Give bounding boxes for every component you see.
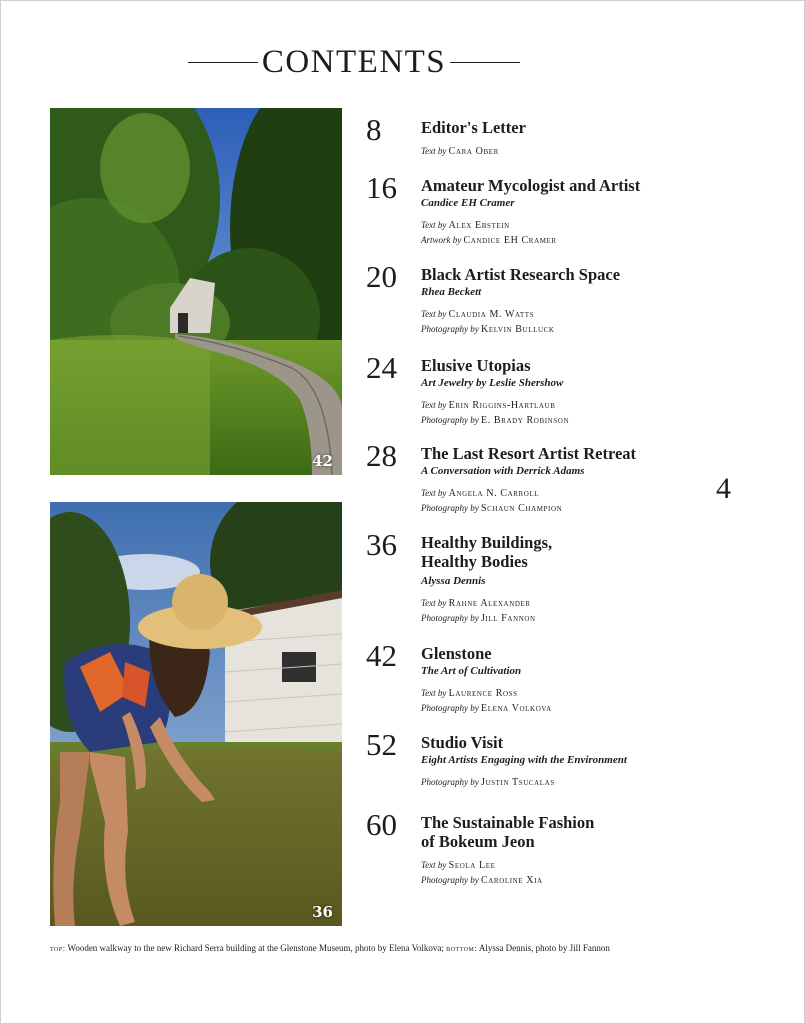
credit-role: Text by	[421, 598, 447, 608]
entry-page-number: 36	[366, 527, 397, 562]
entry-page-number: 60	[366, 807, 397, 842]
credit-name: E. Brady Robinson	[481, 415, 570, 426]
contents-header	[188, 40, 520, 84]
credit-name: Kelvin Bulluck	[481, 324, 555, 335]
credit-role: Photography by	[421, 875, 479, 885]
header-rule-left	[188, 62, 258, 63]
entry-credit	[421, 611, 681, 626]
entry-page-number: 42	[366, 638, 397, 673]
entry-credit	[421, 701, 681, 716]
foraging-image	[50, 502, 342, 926]
entry-title[interactable]: Elusive Utopias	[421, 356, 531, 375]
entry-credit	[421, 413, 681, 428]
photo-caption	[50, 943, 770, 953]
entry-credit	[421, 322, 681, 337]
entry-subtitle: The Art of Cultivation	[421, 665, 522, 677]
credit-name: Cara Ober	[448, 146, 499, 157]
page-title: CONTENTS	[261, 44, 447, 80]
credit-role: Photography by	[421, 415, 479, 425]
credit-name: Jill Fannon	[481, 613, 536, 624]
credit-name: Elena Volkova	[481, 703, 552, 714]
entry-credit	[421, 501, 681, 516]
credit-role: Text by	[421, 146, 447, 156]
credit-role: Text by	[421, 400, 447, 410]
credit-name: Erin Riggins-Hartlaub	[448, 400, 556, 411]
entry-title[interactable]: The Last Resort Artist Retreat	[421, 444, 637, 463]
credit-name: Schaun Champion	[481, 503, 563, 514]
entry-credit	[421, 233, 681, 248]
entry-subtitle: Eight Artists Engaging with the Environment	[421, 754, 627, 766]
credit-role: Photography by	[421, 777, 479, 787]
photo-page-label: 42	[312, 452, 333, 470]
entry-credit	[421, 486, 681, 501]
photo-alyssa-dennis	[50, 502, 342, 926]
credit-name: Justin Tsucalas	[481, 777, 555, 788]
page-folio: 4	[716, 472, 731, 505]
entry-title[interactable]: Studio Visit	[421, 733, 504, 752]
credit-role: Text by	[421, 488, 447, 498]
credit-role: Text by	[421, 860, 447, 870]
credit-role: Photography by	[421, 703, 479, 713]
credit-role: Text by	[421, 309, 447, 319]
entry-title-line-2[interactable]: of Bokeum Jeon	[421, 832, 535, 851]
entry-page-number: 28	[366, 438, 397, 473]
entry-title-line-1[interactable]: Healthy Buildings,	[421, 533, 553, 552]
entry-title-line-1[interactable]: The Sustainable Fashion	[421, 813, 595, 832]
entry-title-line-2[interactable]: Healthy Bodies	[421, 552, 528, 571]
walkway-image	[50, 108, 342, 475]
credit-name: Candice EH Cramer	[463, 235, 557, 246]
entry-credit	[421, 873, 681, 888]
entry-subtitle: Rhea Beckett	[421, 286, 482, 298]
caption-bottom-text: Alyssa Dennis, photo by Jill Fannon	[477, 943, 610, 953]
entry-credit	[421, 686, 681, 701]
entry-credit	[421, 144, 681, 159]
entry-credit	[421, 858, 681, 873]
entry-page-number: 20	[366, 259, 397, 294]
credit-name: Rahne Alexander	[448, 598, 531, 609]
credit-role: Photography by	[421, 324, 479, 334]
credit-name: Claudia M. Watts	[448, 309, 535, 320]
entry-title[interactable]: Glenstone	[421, 644, 492, 663]
entry-subtitle: A Conversation with Derrick Adams	[421, 465, 585, 477]
entry-page-number: 24	[366, 350, 397, 385]
credit-role: Text by	[421, 688, 447, 698]
entry-title[interactable]: Black Artist Research Space	[421, 265, 621, 284]
caption-top-label: top:	[50, 944, 66, 953]
credit-role: Artwork by	[421, 235, 462, 245]
credit-role: Photography by	[421, 503, 479, 513]
credit-role: Text by	[421, 220, 447, 230]
entry-title[interactable]: Amateur Mycologist and Artist	[421, 176, 641, 195]
photo-walkway	[50, 108, 342, 475]
caption-top-text: Wooden walkway to the new Richard Serra building at the Glenstone Museum, photo by Elena Volkova;	[65, 943, 447, 953]
entry-page-number: 52	[366, 727, 397, 762]
entry-credit	[421, 218, 681, 233]
photo-page-label: 36	[312, 903, 333, 921]
credit-name: Alex Ebstein	[448, 220, 510, 231]
entry-subtitle: Candice EH Cramer	[421, 197, 515, 209]
entry-subtitle: Art Jewelry by Leslie Shershow	[421, 377, 564, 389]
entry-page-number: 16	[366, 170, 397, 205]
credit-name: Seola Lee	[448, 860, 496, 871]
entry-credit	[421, 775, 681, 790]
credit-role: Photography by	[421, 613, 479, 623]
entry-title[interactable]: Editor's Letter	[421, 118, 526, 137]
credit-name: Angela N. Carroll	[448, 488, 540, 499]
entry-credit	[421, 596, 681, 611]
entry-credit	[421, 307, 681, 322]
entry-credit	[421, 398, 681, 413]
entry-subtitle: Alyssa Dennis	[421, 575, 486, 587]
entry-page-number: 8	[366, 112, 382, 147]
credit-name: Caroline Xia	[481, 875, 543, 886]
credit-name: Laurence Ross	[448, 688, 518, 699]
caption-bottom-label: bottom:	[446, 944, 478, 953]
header-rule-right	[450, 62, 520, 63]
